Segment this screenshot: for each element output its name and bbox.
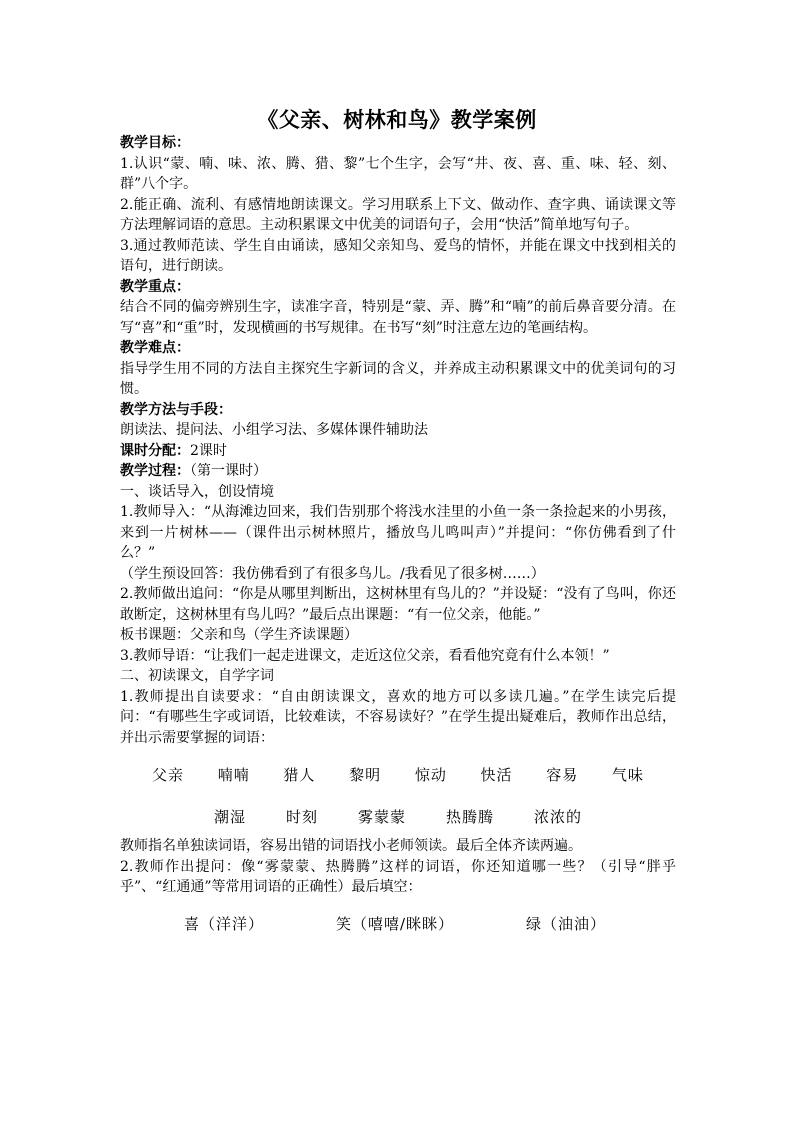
part1-step3: 3.教师导语：“让我们一起走进课文，走近这位父亲，看看他究竟有什么本领！”: [120, 647, 610, 664]
vocab-word: 热腾腾: [445, 807, 494, 826]
part2-step2: 2.教师作出提问：像“雾蒙蒙、热腾腾”这样的词语，你还知道哪一些？（引导“胖乎乎”、“红通通”等常用词语的正确性）最后填空：: [120, 858, 676, 895]
vocab-word: 潮湿: [214, 807, 247, 826]
vocabulary-row-2: [214, 802, 582, 832]
process-line: [120, 461, 676, 482]
method-text: 朗读法、提问法、小组学习法、多媒体课件辅助法: [120, 422, 428, 438]
process-heading: 教学过程：: [120, 463, 190, 479]
key-points-text: 结合不同的偏旁辨别生字，读准字音，特别是“蒙、弄、腾”和“喃”的前后鼻音要分清。在写“喜”和“重”时，发现横画的书写规律。在书写“刻”时注意左边的笔画结构。: [120, 299, 676, 336]
part1-blackboard: 板书课题：父亲和鸟（学生齐读课题）: [120, 627, 358, 643]
vocab-word: 容易: [546, 765, 579, 784]
fill-in-row: [184, 910, 606, 940]
vocab-word: 浓浓的: [533, 807, 582, 826]
method-heading: 教学方法与手段：: [120, 401, 232, 418]
vocab-word: 黎明: [349, 765, 382, 784]
vocab-word: 父亲: [152, 765, 185, 784]
vocab-word: 猎人: [283, 765, 316, 784]
process-note: （第一课时）: [190, 463, 267, 479]
fill-in-word: 绿（油油）: [525, 915, 606, 934]
part2-title: 二、初读课文，自学字词: [120, 668, 274, 684]
fill-in-word: 喜（洋洋）: [184, 915, 265, 934]
vocab-word: 喃喃: [217, 765, 250, 784]
part1-step2: 2.教师做出追问：“你是从哪里判断出，这树林里有鸟儿的？”并设疑：“没有了鸟叫，你还敢断定，这树林里有鸟儿吗？”最后点出课题：“有一位父亲，他能。”: [120, 586, 676, 623]
vocab-word: 惊动: [414, 765, 447, 784]
goals-heading: 教学目标：: [120, 135, 190, 151]
difficulty-heading: 教学难点：: [120, 340, 190, 356]
difficulty-text: 指导学生用不同的方法自主探究生字新词的含义，并养成主动积累课文中的优美词句的习惯。: [120, 360, 676, 397]
goal-3: 3.通过教师范读、学生自由诵读，感知父亲知鸟、爱鸟的情怀，并能在课文中找到相关的语句，进行朗读。: [120, 237, 676, 274]
vocab-word: 气味: [611, 765, 644, 784]
part1-title: 一、谈话导入，创设情境: [120, 483, 274, 500]
vocab-word: 雾蒙蒙: [357, 807, 406, 826]
part2-step1-followup: 教师指名单独读词语，容易出错的词语找小老师领读。最后全体齐读两遍。: [120, 838, 582, 854]
fill-in-word: 笑（嘻嘻/眯眯）: [335, 915, 455, 934]
goal-1: 1.认识“蒙、喃、味、浓、腾、猎、黎”七个生字，会写“井、夜、喜、重、味、轻、刻、群”八个字。: [120, 155, 676, 192]
part1-student-answer: （学生预设回答：我仿佛看到了有很多鸟儿。/我看见了很多树……）: [120, 565, 545, 582]
document-body: [120, 133, 676, 940]
time-heading: 课时分配：: [120, 442, 190, 459]
part1-step1: 1.教师导入：“从海滩边回来，我们告别那个将浅水洼里的小鱼一条一条捡起来的小男孩，来到一片树林——（课件出示树林照片，播放鸟儿鸣叫声）”并提问：“你仿佛看到了什么？”: [120, 504, 676, 561]
time-text: 2课时: [190, 442, 227, 459]
part2-step1: 1.教师提出自读要求：“自由朗读课文，喜欢的地方可以多读几遍。”在学生读完后提问：“有哪些生字或词语，比较难读，不容易读好？”在学生提出疑难后，教师作出总结，并出示需要掌握的词语：: [120, 688, 676, 746]
key-points-heading: 教学重点：: [120, 278, 190, 295]
goal-2: 2.能正确、流利、有感情地朗读课文。学习用联系上下文、做动作、查字典、诵读课文等方法理解词语的意思。主动积累课文中优美的词语句子，会用“快活”简单地写句子。: [120, 196, 676, 233]
vocab-word: 时刻: [285, 807, 318, 826]
document-title: 《父亲、树林和鸟》教学案例: [257, 108, 537, 132]
vocabulary-row-1: [152, 760, 644, 790]
vocab-word: 快活: [480, 765, 513, 784]
time-allocation: [120, 441, 676, 462]
